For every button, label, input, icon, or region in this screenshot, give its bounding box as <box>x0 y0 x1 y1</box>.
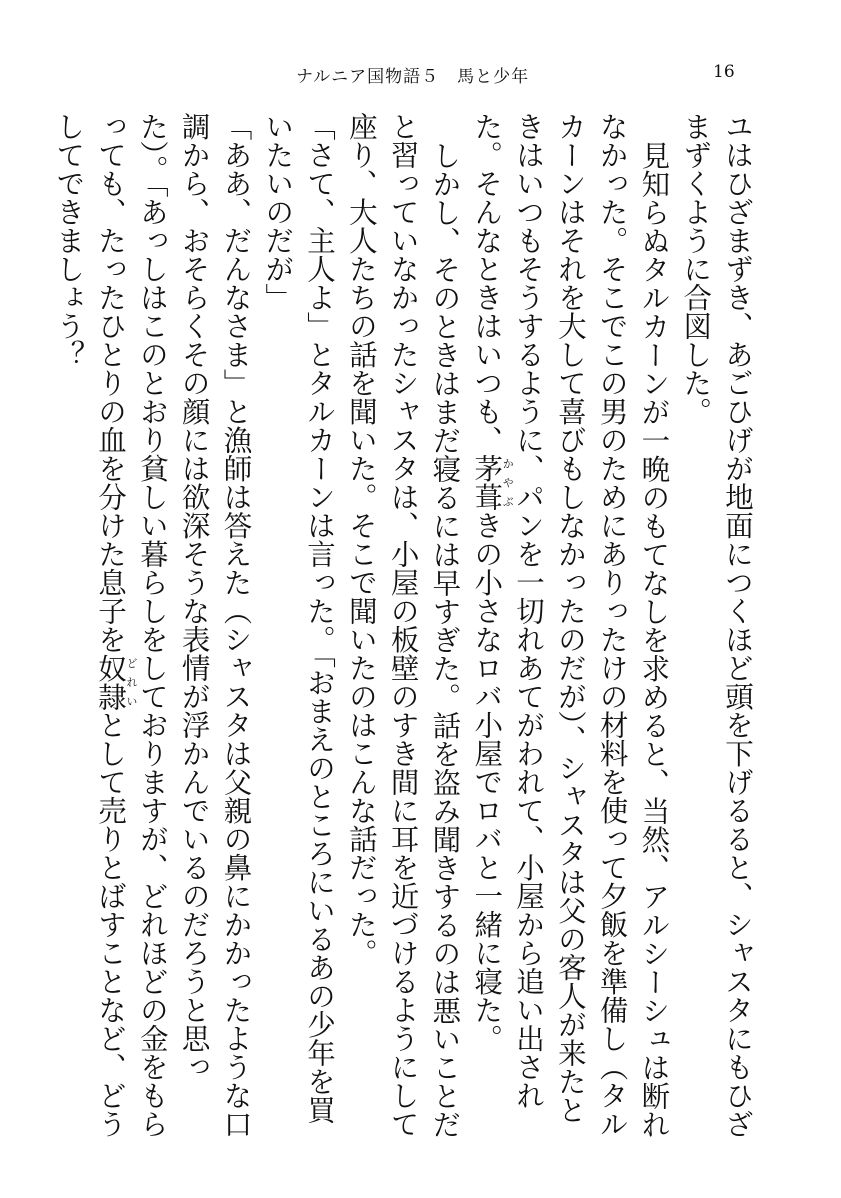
paragraph-5 <box>47 112 256 1152</box>
paragraph-2-text: 見知らぬタルカーンが一晩のもてなしを求めると、当然、アルシーシュは断れなかった。そこでこの男のためにありったけの材料を使って夕飯を準備し（タルカーンはそれを大して喜びもしなかったのだが）、シャスタは父の客人が来たときはいつもそうするように、パンを一切れあてがわれて、小屋から追い出された。そんなときはいつも、 <box>470 112 671 1138</box>
ruby-dorei-base: 奴隷 <box>94 653 128 711</box>
running-title: ナルニア国物語５ 馬と少年 <box>296 67 530 87</box>
page-number: 16 <box>713 62 735 82</box>
ruby-dorei <box>94 653 139 711</box>
paragraph-3: しかし、そのときはまだ寝るには早すぎた。話を盗み聞きするのは悪いことだと習っていなかったシャスタは、小屋の板壁のすき間に耳を近づけるようにして座り、大人たちの話を聞いた。そこで聞いたのはこんな話だった。 <box>344 112 462 1138</box>
paragraph-1: ユはひざまずき、あごひげが地面につくほど頭を下げるると、シャスタにもひざまずくように合図した。 <box>679 112 754 1138</box>
paragraph-2-tail: きの小さなロバ小屋でロバと一緒に寝た。 <box>470 511 504 1053</box>
ruby-kaya <box>470 454 515 511</box>
paragraph-4: 「さて、主人よ」とタルカーンは言った。「おまえのところにいるあの少年を買いたいのだが」 <box>261 112 337 1124</box>
body-text <box>52 112 758 1152</box>
ruby-kaya-base: 茅葺 <box>470 454 504 511</box>
paragraph-5-tail: として売りとばすことなど、どうしてできましょう？ <box>52 112 128 1138</box>
ruby-dorei-reading: どれい <box>125 653 139 711</box>
ruby-kaya-reading: かやぶ <box>501 454 515 511</box>
paragraph-2 <box>465 112 674 1152</box>
paragraph-5-text: 「ああ、だんなさま」と漁師は答えた（シャスタは父親の鼻にかかったような口調から、おそらくその顔には欲深そうな表情が浮かんでいるのだろうと思った）。「あっしはこのとおり貧しい暮らしをしておりますが、どれほどの金をもらっても、たったひとりの血を分けた息子を <box>94 112 253 1138</box>
